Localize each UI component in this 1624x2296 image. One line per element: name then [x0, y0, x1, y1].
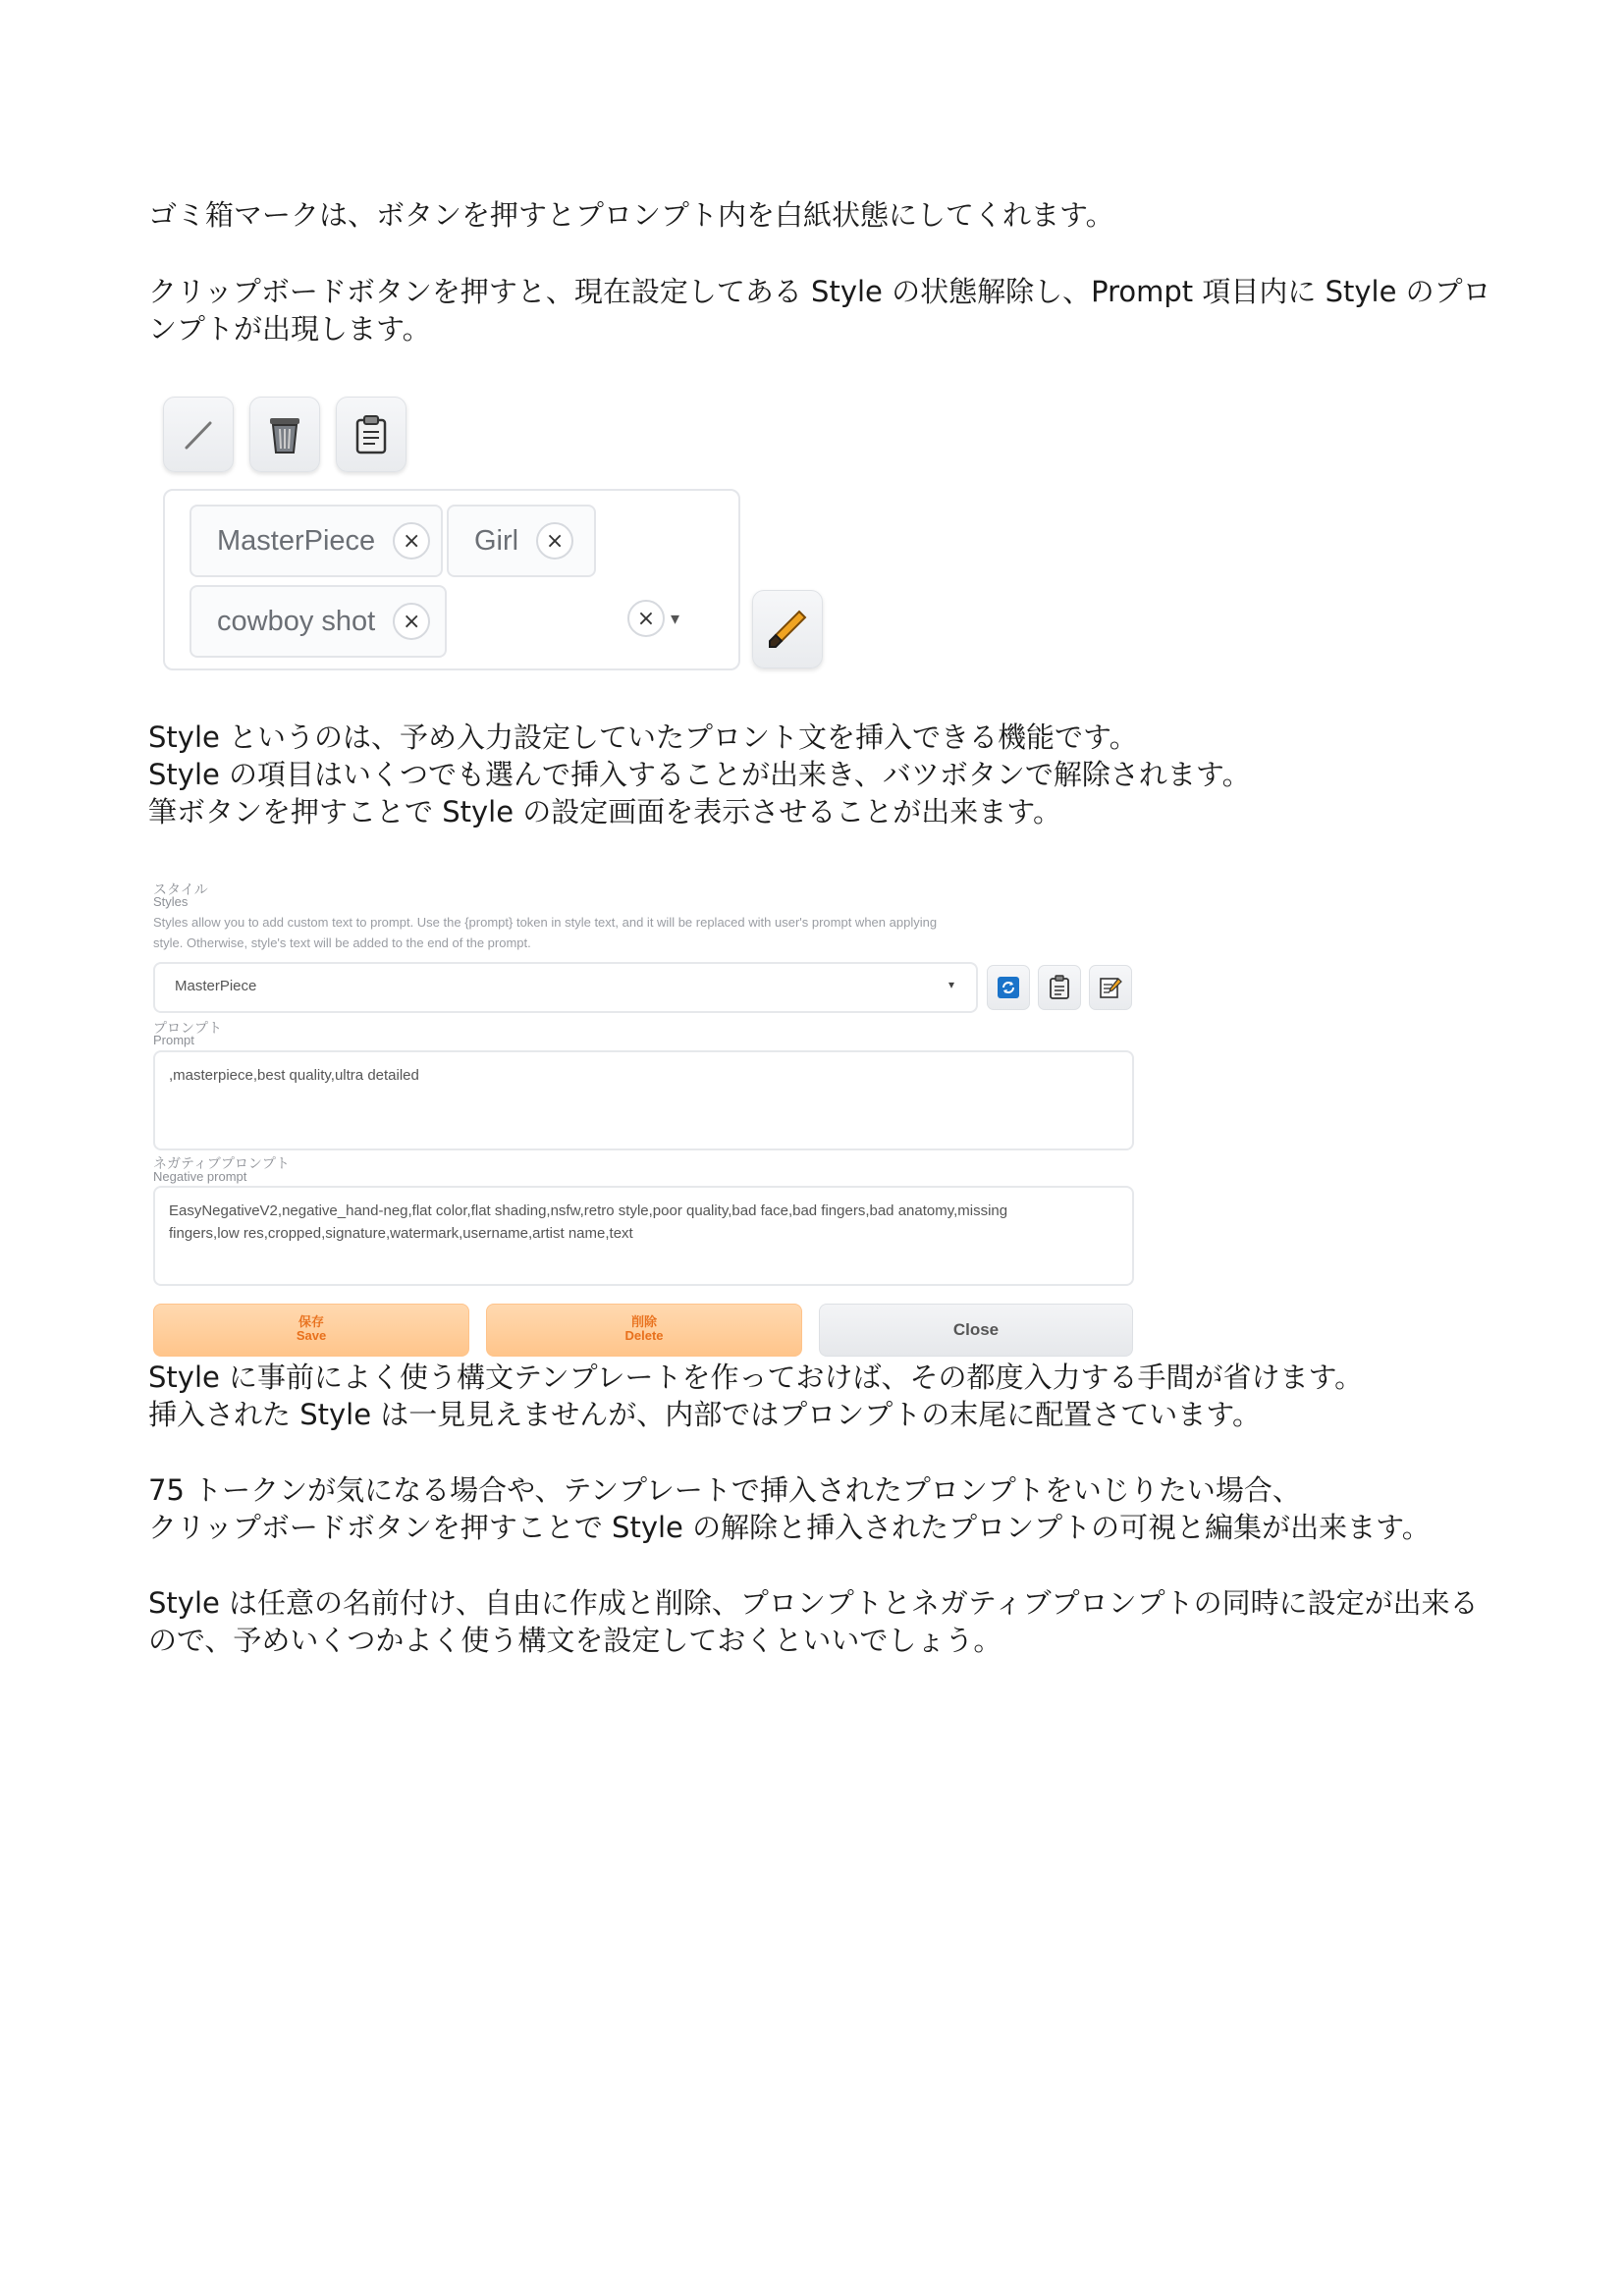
trash-icon — [265, 413, 304, 456]
tag-remove-icon[interactable]: × — [393, 522, 430, 560]
style-explanation-text — [148, 719, 1503, 830]
clear-all-icon[interactable]: × — [627, 600, 665, 637]
text-line: 筆ボタンを押すことで Style の設定画面を表示させることが出来ます。 — [148, 795, 1061, 828]
style-tag[interactable] — [189, 505, 443, 577]
negative-prompt-value — [169, 1200, 1116, 1245]
negative-prompt-line: fingers,low res,cropped,signature,watermark,username,artist name,text — [169, 1225, 633, 1242]
chevron-down-icon: ▾ — [947, 978, 954, 991]
text-line: ので、予めいくつかよく使う構文を設定しておくといいでしょう。 — [148, 1624, 1002, 1657]
style-negative-prompt-textarea[interactable] — [153, 1186, 1134, 1286]
pencil-line-icon — [181, 417, 216, 453]
style-prompt-textarea[interactable] — [153, 1050, 1134, 1150]
save-label-en: Save — [296, 1328, 327, 1343]
intro-clipboard-line-2: ンプトが出現します。 — [148, 312, 431, 346]
text-line: 75 トークンが気になる場合や、テンプレートで挿入されたプロンプトをいじりたい場合、 — [148, 1473, 1301, 1507]
edit-style-button[interactable] — [1089, 965, 1132, 1010]
style-tag[interactable] — [189, 585, 447, 658]
style-summary-text — [148, 1584, 1503, 1659]
delete-label-jp: 削除 — [630, 1314, 657, 1329]
text-line: 挿入された Style は一見見えませんが、内部ではプロンプトの末尾に配置さています。 — [148, 1398, 1261, 1431]
clipboard-icon — [1049, 975, 1070, 1000]
style-tag-label: MasterPiece — [217, 524, 376, 557]
edit-note-icon — [1099, 976, 1122, 999]
refresh-styles-button[interactable] — [987, 965, 1030, 1010]
negative-prompt-label-jp: ネガティブプロンプト — [153, 1155, 290, 1171]
text-line: Style というのは、予め入力設定していたプロント文を挿入できる機能です。 — [148, 721, 1138, 754]
close-label: Close — [952, 1320, 1000, 1339]
clipboard-icon — [353, 414, 389, 455]
style-tag-label: cowboy shot — [217, 605, 376, 637]
intro-clipboard-line-1: クリップボードボタンを押すと、現在設定してある Style の状態解除し、Prompt 項目内に Style のプロ — [148, 275, 1491, 308]
styles-label-en: Styles — [153, 894, 189, 909]
chevron-down-icon[interactable]: ▾ — [671, 608, 680, 629]
styles-dropdown[interactable] — [153, 962, 978, 1013]
prompt-label-en: Prompt — [153, 1033, 194, 1047]
negative-prompt-label-en: Negative prompt — [153, 1169, 247, 1184]
tag-remove-icon[interactable]: × — [536, 522, 573, 560]
clipboard-usage-text — [148, 1471, 1503, 1546]
intro-clipboard-text — [148, 273, 1503, 347]
intro-trash-line: ゴミ箱マークは、ボタンを押すとプロンプト内を白紙状態にしてくれます。 — [148, 198, 1114, 232]
refresh-icon — [997, 976, 1020, 999]
intro-trash-text — [148, 196, 1503, 234]
apply-style-clipboard-button[interactable] — [1038, 965, 1081, 1010]
styles-description-line: Styles allow you to add custom text to prompt. Use the {prompt} token in style text, and it will be replaced with user's prompt when applying — [153, 915, 938, 930]
style-tag[interactable] — [447, 505, 596, 577]
clipboard-button[interactable] — [336, 397, 406, 472]
tag-remove-icon[interactable]: × — [393, 603, 430, 640]
prompt-label-jp: プロンプト — [153, 1020, 222, 1036]
styles-dropdown-value: MasterPiece — [175, 978, 257, 994]
style-tag-box[interactable] — [163, 489, 740, 670]
text-line: クリップボードボタンを押すことで Style の解除と挿入されたプロンプトの可視と編集が出来ます。 — [148, 1511, 1431, 1544]
styles-description-line: style. Otherwise, style's text will be added to the end of the prompt. — [153, 935, 531, 950]
edit-styles-button[interactable] — [752, 590, 823, 668]
paintbrush-icon — [766, 608, 809, 651]
style-prompt-value: ,masterpiece,best quality,ultra detailed — [169, 1067, 419, 1084]
trash-button[interactable] — [249, 397, 320, 472]
text-line: Style の項目はいくつでも選んで挿入することが出来き、バツボタンで解除されます。 — [148, 758, 1251, 791]
style-usage-text — [148, 1359, 1503, 1433]
save-style-button[interactable] — [153, 1304, 469, 1357]
pencil-line-button[interactable] — [163, 397, 234, 472]
negative-prompt-line: EasyNegativeV2,negative_hand-neg,flat color,flat shading,nsfw,retro style,poor quality,bad face,bad fingers,bad anatomy,missing — [169, 1202, 1008, 1219]
save-label-jp: 保存 — [298, 1314, 324, 1329]
styles-description — [153, 912, 998, 953]
delete-style-button[interactable] — [486, 1304, 802, 1357]
style-tag-label: Girl — [474, 524, 519, 557]
close-button[interactable] — [819, 1304, 1133, 1357]
style-clear-control[interactable] — [627, 600, 679, 637]
text-line: Style は任意の名前付け、自由に作成と削除、プロンプトとネガティブプロンプトの同時に設定が出来る — [148, 1586, 1479, 1620]
styles-label-jp: スタイル — [153, 881, 208, 897]
delete-label-en: Delete — [624, 1328, 664, 1343]
text-line: Style に事前によく使う構文テンプレートを作っておけば、その都度入力する手間が省けます。 — [148, 1361, 1364, 1394]
